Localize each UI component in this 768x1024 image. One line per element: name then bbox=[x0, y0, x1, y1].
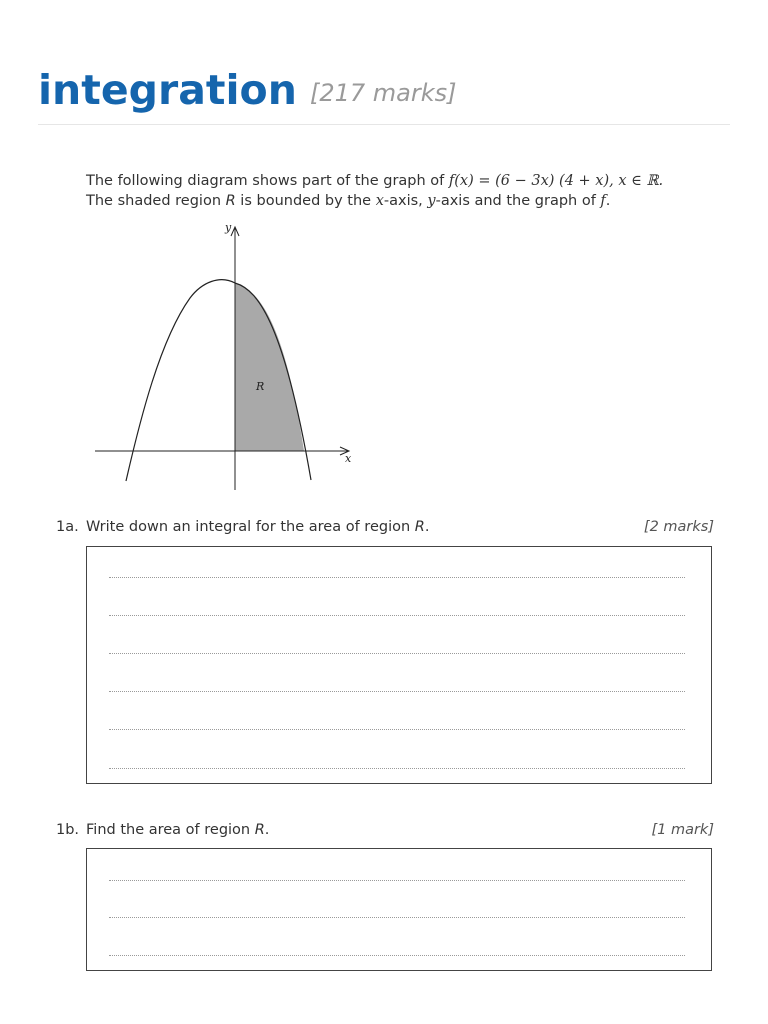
y-variable: y bbox=[427, 193, 436, 209]
question-intro bbox=[86, 171, 746, 211]
answer-box-1b[interactable] bbox=[86, 848, 712, 971]
intro-text: is bounded by the bbox=[235, 193, 376, 209]
question-1b bbox=[56, 822, 714, 842]
intro-line-1 bbox=[86, 171, 746, 191]
function-definition: f(x) = (6 − 3x) (4 + x), x ∈ ℝ. bbox=[448, 173, 664, 189]
question-text bbox=[86, 822, 269, 838]
answer-line bbox=[109, 917, 685, 918]
answer-line bbox=[109, 691, 685, 692]
x-variable: x bbox=[375, 193, 384, 209]
shaded-region-r bbox=[235, 283, 304, 451]
answer-line bbox=[109, 955, 685, 956]
intro-text: -axis and the graph of bbox=[435, 193, 601, 209]
intro-text: The shaded region bbox=[86, 193, 226, 209]
intro-text: The following diagram shows part of the graph of bbox=[86, 173, 449, 189]
region-label: R bbox=[256, 380, 265, 393]
region-variable: R bbox=[414, 519, 425, 535]
intro-line-2 bbox=[86, 191, 746, 211]
total-marks: [217 marks] bbox=[310, 79, 457, 107]
intro-text: . bbox=[605, 193, 611, 209]
answer-line bbox=[109, 729, 685, 730]
answer-line bbox=[109, 653, 685, 654]
question-text-body: Write down an integral for the area of region bbox=[86, 519, 415, 535]
question-marks: [1 mark] bbox=[651, 822, 714, 838]
question-marks: [2 marks] bbox=[643, 519, 714, 535]
answer-box-1a[interactable] bbox=[86, 546, 712, 784]
question-text-end: . bbox=[264, 822, 270, 838]
answer-line bbox=[109, 615, 685, 616]
question-1a bbox=[56, 519, 714, 539]
question-number: 1b. bbox=[56, 822, 80, 838]
question-text-end: . bbox=[424, 519, 430, 535]
function-graph-diagram bbox=[90, 220, 370, 495]
answer-line bbox=[109, 768, 685, 769]
page-title: integration bbox=[38, 66, 297, 114]
region-variable: R bbox=[254, 822, 265, 838]
answer-line bbox=[109, 577, 685, 578]
y-axis-label: y bbox=[225, 221, 232, 234]
x-axis-label: x bbox=[345, 452, 352, 465]
page-header bbox=[38, 62, 730, 125]
f-variable: f bbox=[600, 193, 606, 209]
question-number: 1a. bbox=[56, 519, 79, 535]
question-text bbox=[86, 519, 429, 535]
answer-line bbox=[109, 880, 685, 881]
region-variable: R bbox=[225, 193, 236, 209]
question-text-body: Find the area of region bbox=[86, 822, 255, 838]
intro-text: -axis, bbox=[383, 193, 428, 209]
